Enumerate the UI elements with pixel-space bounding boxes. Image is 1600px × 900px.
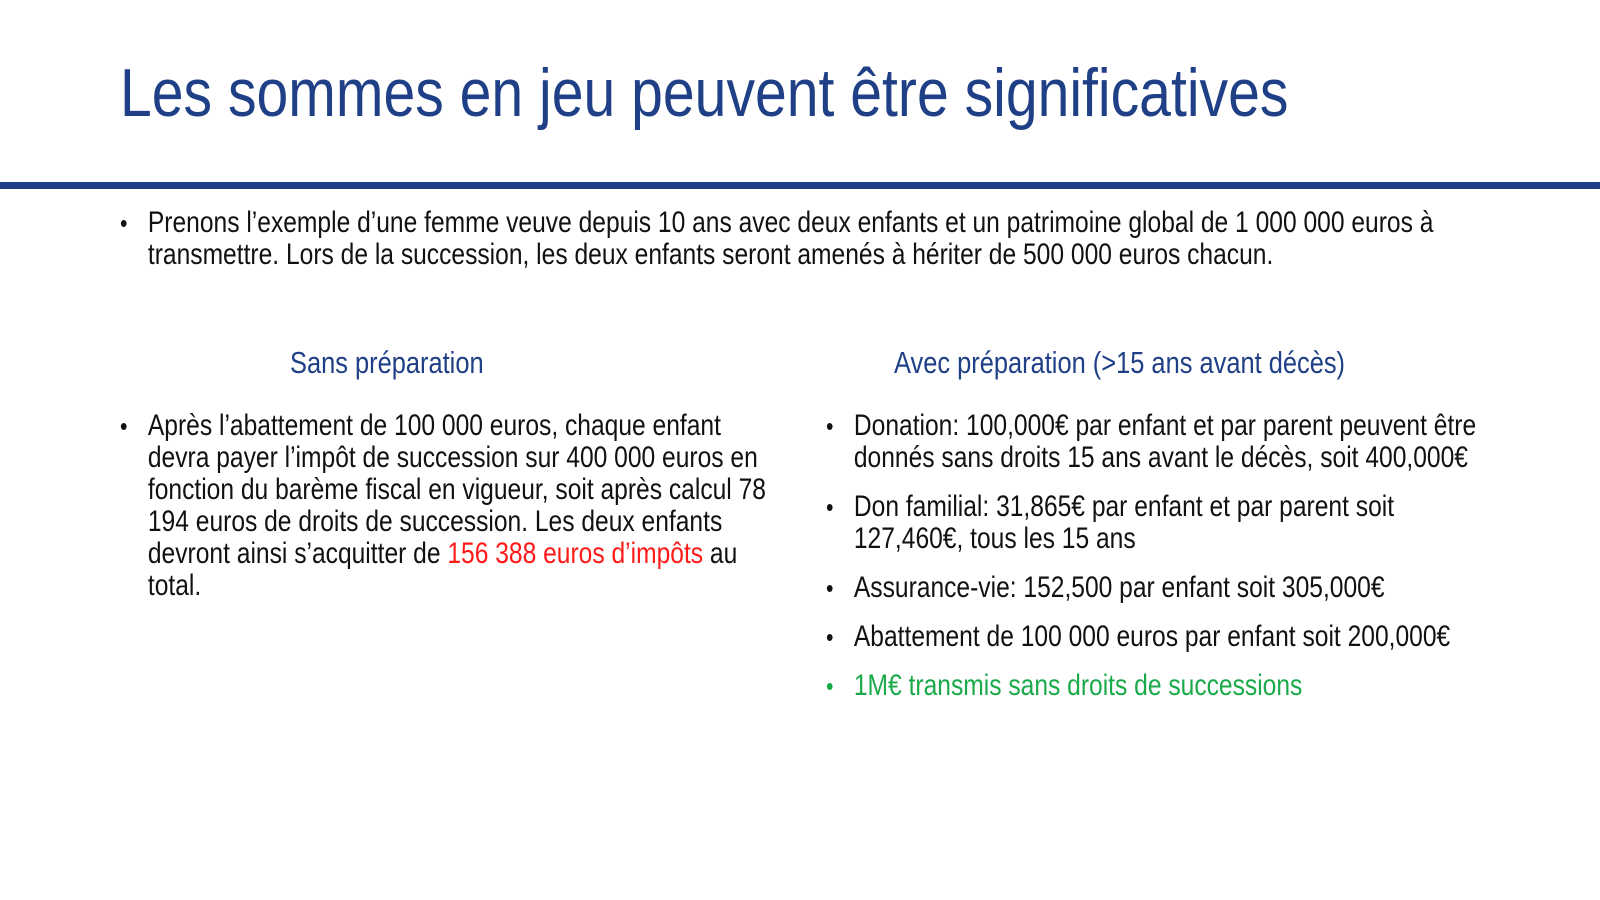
- slide-title: Les sommes en jeu peuvent être significatives: [120, 55, 1289, 131]
- left-list: [120, 410, 785, 602]
- title-divider: [0, 182, 1600, 189]
- list-item-donation: [826, 410, 1486, 474]
- left-column: [120, 410, 785, 602]
- bullet-icon: •: [120, 208, 128, 238]
- bullet-icon: •: [826, 411, 834, 441]
- intro-section: [120, 207, 1560, 271]
- right-column: [826, 410, 1486, 719]
- list-item-text: Abattement de 100 000 euros par enfant soit 200,000€: [853, 620, 1451, 653]
- intro-text: Prenons l’exemple d’une femme veuve depuis 10 ans avec deux enfants et un patrimoine global de 1 000 000 euros à transmettre. Lors de la succession, les deux enfants seront amenés à hériter de 500 000 euros chacun.: [147, 206, 1434, 271]
- list-item-conclusion: [826, 670, 1486, 702]
- list-item-abattement: [826, 621, 1486, 653]
- right-column-heading: Avec préparation (>15 ans avant décès): [894, 345, 1346, 380]
- left-column-heading: Sans préparation: [290, 345, 484, 380]
- left-text-after: au total.: [147, 537, 738, 602]
- list-item-don-familial: [826, 491, 1486, 555]
- bullet-icon: •: [120, 411, 128, 441]
- list-item-assurance-vie: [826, 572, 1486, 604]
- left-text-before: Après l’abattement de 100 000 euros, chaque enfant devra payer l’impôt de succession sur 400 000 euros en fonction du barème fiscal en vigueur, soit après calcul 78 194 euros de droits de succession. Les deux enfants devront ainsi s’acquitter de: [147, 409, 766, 570]
- intro-list: [120, 207, 1560, 271]
- bullet-icon: •: [826, 573, 834, 603]
- bullet-icon: •: [826, 671, 834, 701]
- tax-total-highlight: 156 388 euros d’impôts: [447, 537, 704, 570]
- intro-item: [120, 207, 1560, 271]
- bullet-icon: •: [826, 622, 834, 652]
- list-item-text: Don familial: 31,865€ par enfant et par parent soit 127,460€, tous les 15 ans: [853, 490, 1395, 555]
- list-item-text: Donation: 100,000€ par enfant et par parent peuvent être donnés sans droits 15 ans avant le décès, soit 400,000€: [853, 409, 1477, 474]
- list-item-text: Assurance-vie: 152,500 par enfant soit 305,000€: [853, 571, 1385, 604]
- bullet-icon: •: [826, 492, 834, 522]
- left-item: [120, 410, 785, 602]
- list-item-text: 1M€ transmis sans droits de successions: [853, 669, 1303, 702]
- right-list: [826, 410, 1486, 702]
